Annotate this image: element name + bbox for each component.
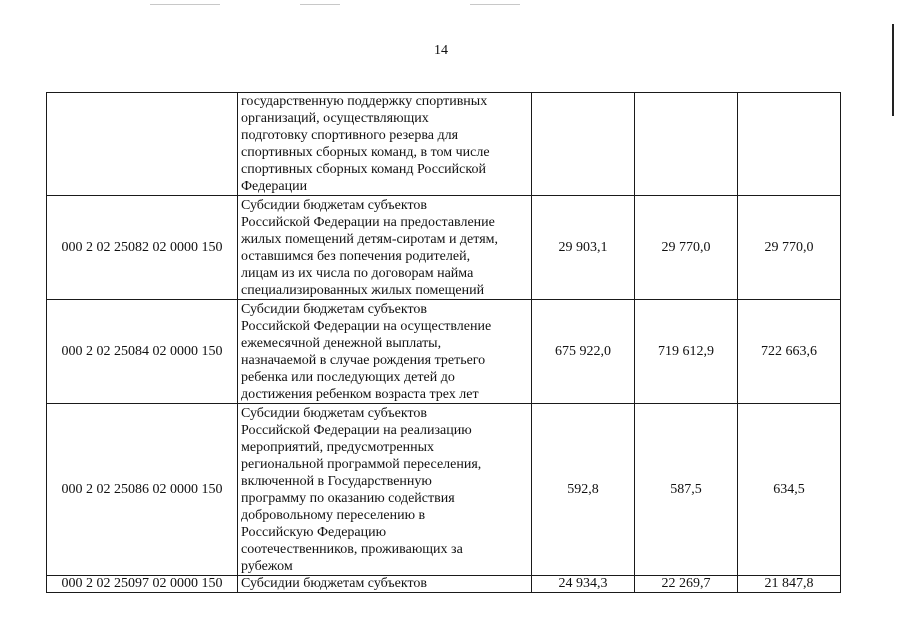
description-line: Российскую Федерацию (241, 524, 387, 540)
amount-year-1-cell: 29 903,1 (532, 196, 635, 300)
page-number: 14 (434, 43, 448, 58)
budget-code-cell: 000 2 02 25086 02 0000 150 (47, 404, 238, 576)
amount-year-2-cell: 29 770,0 (635, 196, 738, 300)
description-cell (238, 576, 532, 593)
amount-year-2-cell: 587,5 (635, 404, 738, 576)
description-line: специализированных жилых помещений (241, 282, 485, 298)
amount-year-1-cell (532, 93, 635, 196)
description-line: Субсидии бюджетам субъектов (241, 197, 428, 213)
amount-year-1-cell: 24 934,3 (532, 576, 635, 593)
description-line: Российской Федерации на реализацию (241, 422, 472, 438)
description-line: жилых помещений детям-сиротам и детям, (241, 231, 499, 247)
description-cell (238, 404, 532, 576)
amount-year-3-cell: 634,5 (738, 404, 841, 576)
budget-code-cell: 000 2 02 25097 02 0000 150 (47, 576, 238, 593)
amount-year-1-cell: 675 922,0 (532, 300, 635, 404)
description-line: ежемесячной денежной выплаты, (241, 335, 442, 351)
description-line: Федерации (241, 179, 308, 194)
scan-artifact (150, 4, 220, 5)
budget-table (46, 92, 841, 593)
description-cell (238, 300, 532, 404)
amount-year-2-cell (635, 93, 738, 196)
table-row (47, 93, 841, 196)
table-row (47, 404, 841, 576)
table-row (47, 576, 841, 593)
scan-edge-artifact (892, 24, 894, 116)
amount-year-3-cell: 722 663,6 (738, 300, 841, 404)
description-line: спортивных сборных команд Российской (241, 162, 486, 177)
description-line: назначаемой в случае рождения третьего (241, 352, 486, 368)
description-line: соотечественников, проживающих за (241, 541, 463, 557)
scan-artifact (300, 4, 340, 5)
description-line: мероприятий, предусмотренных (241, 439, 435, 455)
description-line: оставшимся без попечения родителей, (241, 248, 471, 264)
description-line: подготовку спортивного резерва для (241, 128, 459, 143)
description-line: добровольному переселению в (241, 507, 426, 523)
amount-year-3-cell: 21 847,8 (738, 576, 841, 593)
table-row (47, 300, 841, 404)
amount-year-2-cell: 22 269,7 (635, 576, 738, 593)
description-line: рубежом (241, 558, 293, 574)
scan-artifact (470, 4, 520, 5)
description-cell (238, 93, 532, 196)
description-line: спортивных сборных команд, в том числе (241, 145, 490, 160)
description-line: Субсидии бюджетам субъектов (241, 405, 428, 421)
description-line: включенной в Государственную (241, 473, 432, 489)
table-row (47, 196, 841, 300)
amount-year-3-cell (738, 93, 841, 196)
amount-year-1-cell: 592,8 (532, 404, 635, 576)
description-line: государственную поддержку спортивных (241, 94, 488, 109)
description-line: Российской Федерации на осуществление (241, 318, 492, 334)
description-line: региональной программой переселения, (241, 456, 482, 472)
budget-code-cell (47, 93, 238, 196)
description-line: Субсидии бюджетам субъектов (241, 576, 428, 591)
description-line: программу по оказанию содействия (241, 490, 455, 506)
description-line: достижения ребенком возраста трех лет (241, 386, 479, 402)
description-line: лицам из их числа по договорам найма (241, 265, 474, 281)
description-cell (238, 196, 532, 300)
amount-year-2-cell: 719 612,9 (635, 300, 738, 404)
description-line: Субсидии бюджетам субъектов (241, 301, 428, 317)
description-line: ребенка или последующих детей до (241, 369, 455, 385)
description-line: Российской Федерации на предоставление (241, 214, 495, 230)
budget-code-cell: 000 2 02 25084 02 0000 150 (47, 300, 238, 404)
description-line: организаций, осуществляющих (241, 111, 429, 126)
budget-code-cell: 000 2 02 25082 02 0000 150 (47, 196, 238, 300)
amount-year-3-cell: 29 770,0 (738, 196, 841, 300)
